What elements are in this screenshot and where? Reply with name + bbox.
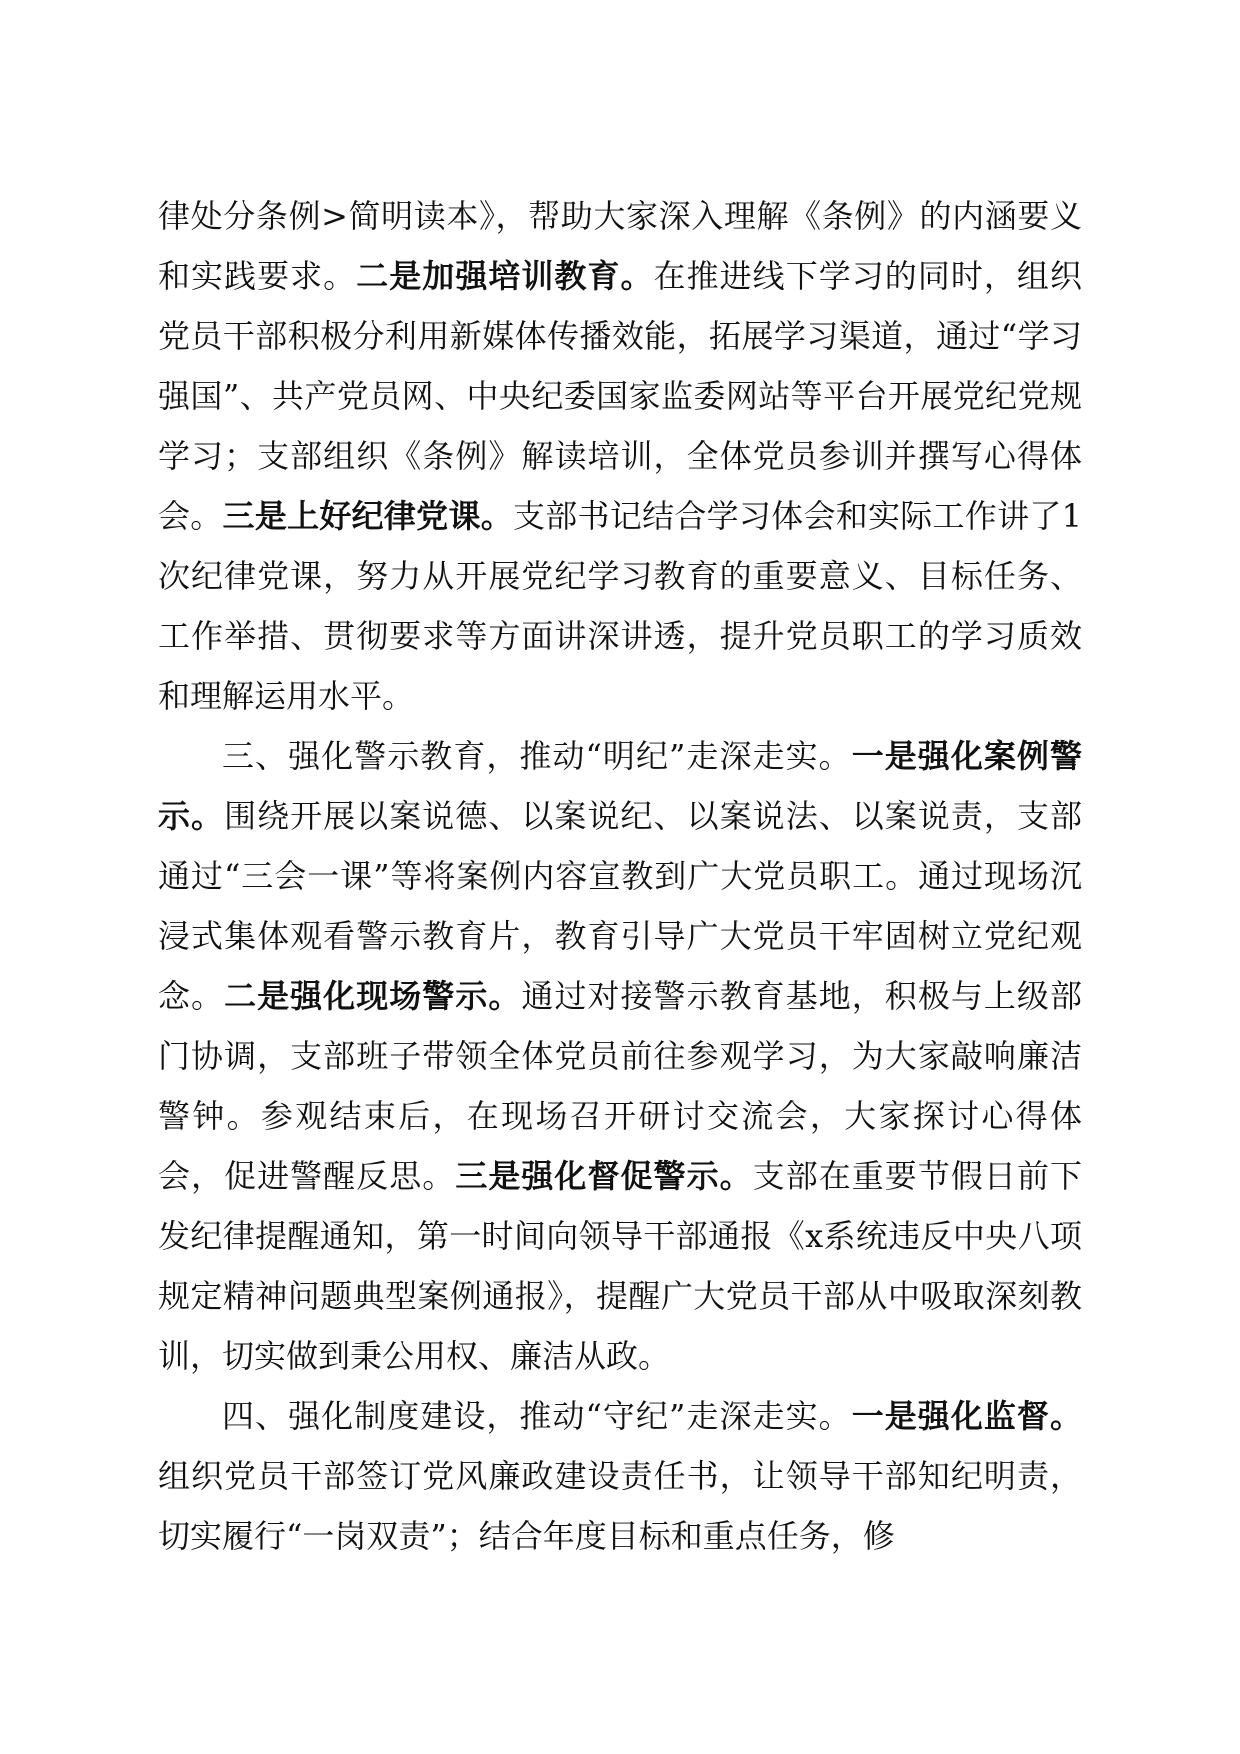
section-heading: 三、强化警示教育，推动“明纪”走深走实。	[222, 737, 852, 775]
text-segment: 律处分条例>简明读本》，帮助大家深入理解《条例》的内涵要义和实践要求。	[158, 197, 1082, 295]
paragraph-section-3	[158, 726, 1082, 1386]
text-segment: 在推进线下学习的同时，组织党员干部积极分利用新媒体传播效能，拓展学习渠道，通过“学习强国”、共产党员网、中央纪委国家监委网站等平台开展党纪党规学习；支部组织《条例》解读培训，全体党员参训并撰写心得体会。	[158, 257, 1082, 535]
paragraph-section-4	[158, 1386, 1082, 1566]
bold-heading: 一是强化案例警示。	[158, 737, 1082, 835]
bold-heading: 二是加强培训教育。	[356, 257, 654, 295]
document-body	[158, 186, 1082, 1566]
text-segment: 组织党员干部签订党风廉政建设责任书，让领导干部知纪明责，切实履行“一岗双责”；结合年度目标和重点任务，修	[158, 1457, 1082, 1555]
section-heading: 四、强化制度建设，推动“守纪”走深走实。	[222, 1397, 852, 1435]
text-segment: 通过对接警示教育基地，积极与上级部门协调，支部班子带领全体党员前往参观学习，为大家敲响廉洁警钟。参观结束后，在现场召开研讨交流会，大家探讨心得体会，促进警醒反思。	[158, 977, 1082, 1195]
text-segment: 围绕开展以案说德、以案说纪、以案说法、以案说责，支部通过“三会一课”等将案例内容宣教到广大党员职工。通过现场沉浸式集体观看警示教育片，教育引导广大党员干牢固树立党纪观念。	[158, 797, 1082, 1015]
text-segment: 支部在重要节假日前下发纪律提醒通知，第一时间向领导干部通报《x系统违反中央八项规定精神问题典型案例通报》，提醒广大党员干部从中吸取深刻教训，切实做到秉公用权、廉洁从政。	[158, 1157, 1082, 1375]
text-segment: 支部书记结合学习体会和实际工作讲了1次纪律党课，努力从开展党纪学习教育的重要意义、目标任务、工作举措、贯彻要求等方面讲深讲透，提升党员职工的学习质效和理解运用水平。	[158, 497, 1082, 715]
paragraph-continued	[158, 186, 1082, 726]
bold-heading: 三是上好纪律党课。	[222, 497, 513, 535]
bold-heading: 二是强化现场警示。	[224, 977, 522, 1015]
bold-heading: 一是强化监督。	[851, 1397, 1082, 1435]
bold-heading: 三是强化督促警示。	[455, 1157, 753, 1195]
